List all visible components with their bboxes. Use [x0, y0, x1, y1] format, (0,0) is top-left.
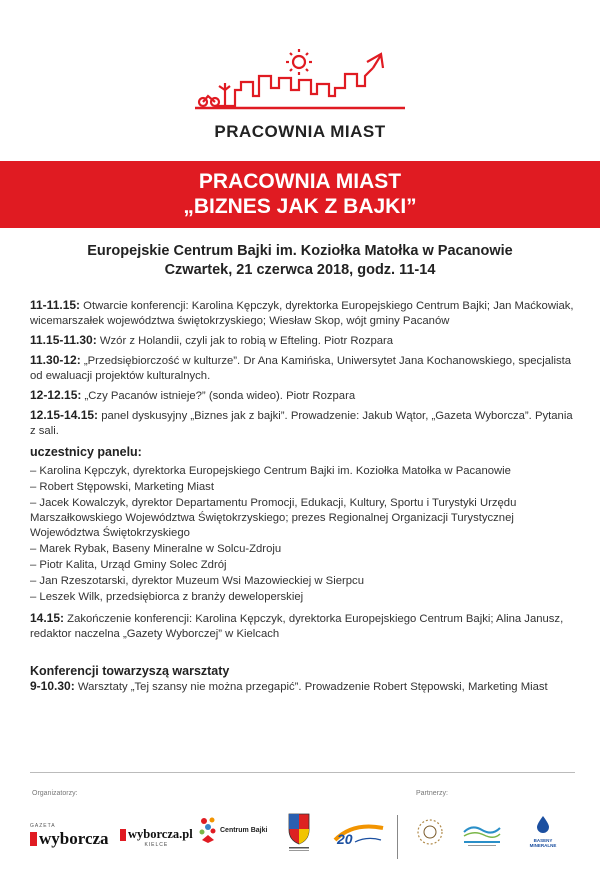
agenda-item — [30, 333, 575, 349]
agenda-time: 12.15-14.15: — [30, 408, 99, 422]
partner-solec-logo — [460, 818, 504, 853]
agenda — [30, 298, 575, 695]
venue-name: Europejskie Centrum Bajki im. Koziołka Matołka w Pacanowie — [87, 243, 513, 259]
panel-participant: – Robert Stępowski, Marketing Miast — [30, 481, 214, 493]
partner-wreath-logo — [416, 818, 444, 851]
gazeta-wyborcza-logo: GAZETA wyborcza — [30, 823, 109, 848]
logo-text: PRACOWNIA MIAST — [214, 122, 386, 141]
organizers-label: Organizatorzy: — [32, 790, 78, 797]
centrum-bajki-emblem-icon — [198, 816, 218, 844]
partners-label: Partnerzy: — [416, 790, 448, 797]
title-banner — [0, 161, 600, 228]
agenda-item — [30, 408, 575, 439]
workshops-time: 9-10.30: — [30, 679, 75, 693]
panel-participant: – Karolina Kępczyk, dyrektorka Europejskiego Centrum Bajki im. Koziołka Matołka w Pacanowie — [30, 465, 511, 477]
footer-divider — [30, 772, 575, 773]
venue-info — [0, 242, 600, 280]
closing-time: 14.15: — [30, 611, 65, 625]
centrum-bajki-logo: Centrum Bajki — [198, 816, 267, 844]
panel-participant: – Leszek Wilk, przedsiębiorca z branży deweloperskiej — [30, 591, 304, 603]
banner-title-line2: „BIZNES JAK Z BAJKI” — [183, 195, 417, 218]
workshops-heading: Konferencji towarzyszą warsztaty — [30, 664, 230, 678]
panel-participant: – Jan Rzeszotarski, dyrektor Muzeum Wsi Mazowieckiej w Sierpcu — [30, 575, 364, 587]
wreath-emblem-icon — [416, 818, 444, 846]
panel-heading: uczestnicy panelu: — [30, 445, 142, 459]
panel-participant: – Marek Rybak, Baseny Mineralne w Solcu-Zdroju — [30, 543, 282, 555]
closing-item — [30, 611, 575, 642]
wyborcza-pl-kielce-logo: wyborcza.pl KIELCE — [120, 827, 193, 848]
agenda-time: 11-11.15: — [30, 298, 81, 312]
workshops-section — [30, 664, 575, 695]
baseny-mineralne-logo: BASENY MINERALNE — [520, 815, 566, 848]
agenda-item — [30, 298, 575, 329]
agenda-item — [30, 353, 575, 384]
event-date: Czwartek, 21 czerwca 2018, godz. 11-14 — [164, 262, 436, 278]
banner-title-line1: PRACOWNIA MIAST — [198, 170, 402, 193]
agenda-time: 11.15-11.30: — [30, 333, 97, 347]
footer-separator — [397, 815, 398, 859]
solec-wave-icon — [460, 818, 504, 848]
agenda-item — [30, 388, 575, 404]
svg-text:20: 20 — [337, 831, 353, 847]
water-drop-icon — [536, 815, 550, 833]
header-logo — [0, 0, 600, 150]
anniversary-20-logo — [333, 818, 385, 853]
coat-of-arms-icon — [287, 812, 311, 852]
agenda-time: 11.30-12: — [30, 353, 81, 367]
closing-text: Zakończenie konferencji: Karolina Kępczyk, dyrektorka Europejskiego Centrum Bajki; Alina Janusz, redaktor naczelna „Gazety Wyborczej” w Kielcach — [30, 613, 564, 640]
agenda-text: Wzór z Holandii, czyli jak to robią w Efteling. Piotr Rozpara — [96, 335, 394, 347]
anniversary-20-icon — [333, 818, 385, 848]
panel-participant: – Jacek Kowalczyk, dyrektor Departamentu Promocji, Edukacji, Kultury, Sportu i Turystyki Urzędu Marszałkowskiego Województwa Świętokrzyskiego; prezes Regionalnej Organizacji Turystycznej Województwa Świętokrzyskiego — [30, 497, 517, 539]
agenda-text: panel dyskusyjny „Biznes jak z bajki”. Prowadzenie: Jakub Wątor, „Gazeta Wyborcza”. Pytania z sali. — [30, 410, 573, 437]
panel-participant: – Piotr Kalita, Urząd Gminy Solec Zdrój — [30, 559, 227, 571]
city-skyline-logo-icon — [195, 40, 405, 112]
panel-participants-list — [30, 464, 575, 605]
agenda-text: „Czy Pacanów istnieje?” (sonda wideo). Piotr Rozpara — [81, 390, 356, 402]
swietokrzyskie-coat-of-arms-logo — [287, 812, 311, 857]
agenda-time: 12-12.15: — [30, 388, 82, 402]
agenda-text: „Przedsiębiorczość w kulturze”. Dr Ana Kamińska, Uniwersytet Jana Kochanowskiego, specjalista od ewaluacji projektów kulturalnych. — [30, 355, 572, 382]
workshops-text: Warsztaty „Tej szansy nie można przegapić”. Prowadzenie Robert Stępowski, Marketing Miast — [74, 681, 548, 693]
agenda-text: Otwarcie konferencji: Karolina Kępczyk, dyrektorka Europejskiego Centrum Bajki; Jan Maćkowiak, wicemarszałek województwa świętokrzyskiego; Wiesław Skop, wójt gminy Pacanów — [30, 300, 574, 327]
